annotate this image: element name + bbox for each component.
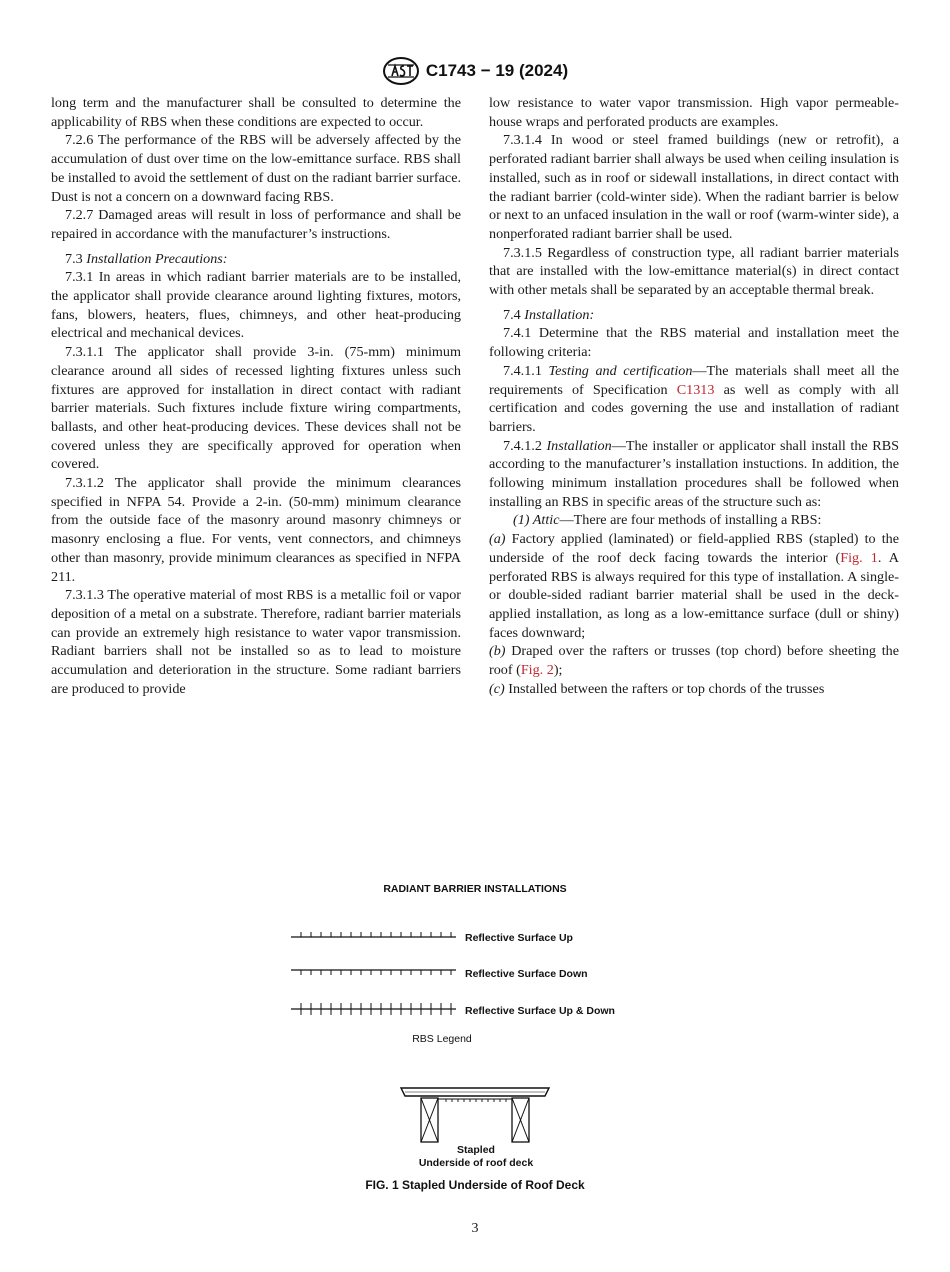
standard-designation: C1743 − 19 (2024) [425,61,569,80]
paragraph-7-3-1-4: 7.3.1.4 In wood or steel framed buildings (new or retrofit), a perforated radiant barrier shall always be used when ceiling insulation is installed, such as in roof or sidewall installations, in direct contact with the radiant barrier (cold-winter side). When the radiant barrier is below or next to an unfaced insulation in the wall or roof (warm-winter side), a nonperforated radiant barrier shall be used. [489,132,899,242]
paragraph-attic: (1) Attic—There are four methods of installing a RBS: [513,512,822,529]
page-header [0,56,950,86]
paragraph-7-4-1-2: 7.4.1.2 Installation—The installer or applicator shall install the RBS according to the manufacturer’s installation instuctions. In addition, the following minimum installation procedures shall be followed when installing an RBS in specific areas of the structure such as: [489,437,899,510]
paragraph-7-3-1: 7.3.1 In areas in which radiant barrier materials are to be installed, the applicator shall provide clearance around lighting fixtures, motors, fans, blowers, heaters, flues, chimneys, and other heat-producing electrical and mechanical devices. [51,269,461,342]
c1313-link[interactable]: C1313 [676,381,715,398]
paragraph-item-a: (a) Factory applied (laminated) or field-applied RBS (stapled) to the underside of the roof deck facing towards the interior (Fig. 1. A perforated RBS is always required for this type of installation. A single- or double-sided radiant barrier material shall be used in the deck-applied installation, as long as a low-emittance surface (dull or shiny) faces downward; [489,531,899,641]
left-column [51,94,461,699]
legend-surface-down [291,968,588,980]
roof-deck-drawing [401,1088,549,1142]
paragraph-7-3-1-1: 7.3.1.1 The applicator shall provide 3-in. (75-mm) minimum clearance around all sides of recessed lighting fixtures unless such fixtures are approved for installation in direct contact with radiant barrier materials. Such fixtures include fixture wiring compartments, ballasts, and other heat-producing devices. These devices shall not be covered unless they are specifically approved for operation when covered. [51,344,461,473]
paragraph-7-3-1-2: 7.3.1.2 The applicator shall provide the minimum clearances specified in NFPA 54. Provide a 2-in. (50-mm) minimum clearance from the outside face of the masonry around masonry chimneys or masonry enclosing a flue. For vents, vent connectors, and chimneys other than masonry, provide minimum clearances as specified in NFPA 211. [51,475,461,585]
drawing-label-underside: Underside of roof deck [418,1157,534,1169]
legend-label-up-down: Reflective Surface Up & Down [465,1005,615,1017]
legend-surface-up-down [291,1003,615,1017]
legend-label-up: Reflective Surface Up [465,932,573,944]
paragraph-7-2-7: 7.2.7 Damaged areas will result in loss of performance and shall be repaired in accordance with the manufacturer’s instructions. [51,207,461,242]
legend-title: RBS Legend [412,1033,472,1045]
legend-surface-up [291,932,573,944]
section-heading-7-3: 7.3 Installation Precautions: [65,250,228,267]
fig-1-link[interactable]: Fig. 1 [840,549,878,566]
drawing-label-stapled: Stapled [457,1144,495,1156]
paragraph-continued-right: low resistance to water vapor transmission. High vapor permeable- house wraps and perforated products are examples. [489,95,899,130]
right-column [489,94,899,699]
figure-caption: FIG. 1 Stapled Underside of Roof Deck [365,1178,585,1192]
paragraph-7-3-1-3: 7.3.1.3 The operative material of most RBS is a metallic foil or vapor deposition of a metal on a substrate. Therefore, radiant barrier materials can provide an extremely high resistance to water vapor transmission. Radiant barriers shall not be installed so as to lead to moisture accumulation and deterioration in the structure. Some radiant barriers are produced to provide [51,587,461,697]
paragraph-7-4-1-1: 7.4.1.1 Testing and certification—The materials shall meet all the requirements of Specification C1313 as well as comply with all certification and codes governing the use and installation of radiant barriers. [489,362,899,435]
astm-logo-icon [382,56,420,86]
page-number: 3 [471,1221,479,1236]
paragraph-item-b: (b) Draped over the rafters or trusses (top chord) before sheeting the roof (Fig. 2); [489,643,899,679]
paragraph-7-2-6: 7.2.6 The performance of the RBS will be adversely affected by the accumulation of dust over time on the low-emittance surface. RBS shall be installed to avoid the settlement of dust on the radiant barrier surface. Dust is not a concern on a downward facing RBS. [51,132,461,205]
figure-1 [0,880,950,1200]
paragraph-7-3-1-5: 7.3.1.5 Regardless of construction type, all radiant barrier materials that are installed with the low-emittance material(s) in direct contact with other metals shall be separated by an acceptable thermal break. [489,244,899,299]
paragraph-item-c: (c) Installed between the rafters or top chords of the trusses [489,680,825,697]
paragraph-continued: long term and the manufacturer shall be consulted to determine the applicability of RBS when these conditions are expected to occur. [51,95,461,130]
legend-label-down: Reflective Surface Down [465,968,588,980]
figure-heading: RADIANT BARRIER INSTALLATIONS [383,883,567,895]
paragraph-7-4-1: 7.4.1 Determine that the RBS material and installation meet the following criteria: [489,325,899,361]
section-heading-7-4: 7.4 Installation: [503,306,595,323]
fig-2-link[interactable]: Fig. 2 [520,662,554,679]
